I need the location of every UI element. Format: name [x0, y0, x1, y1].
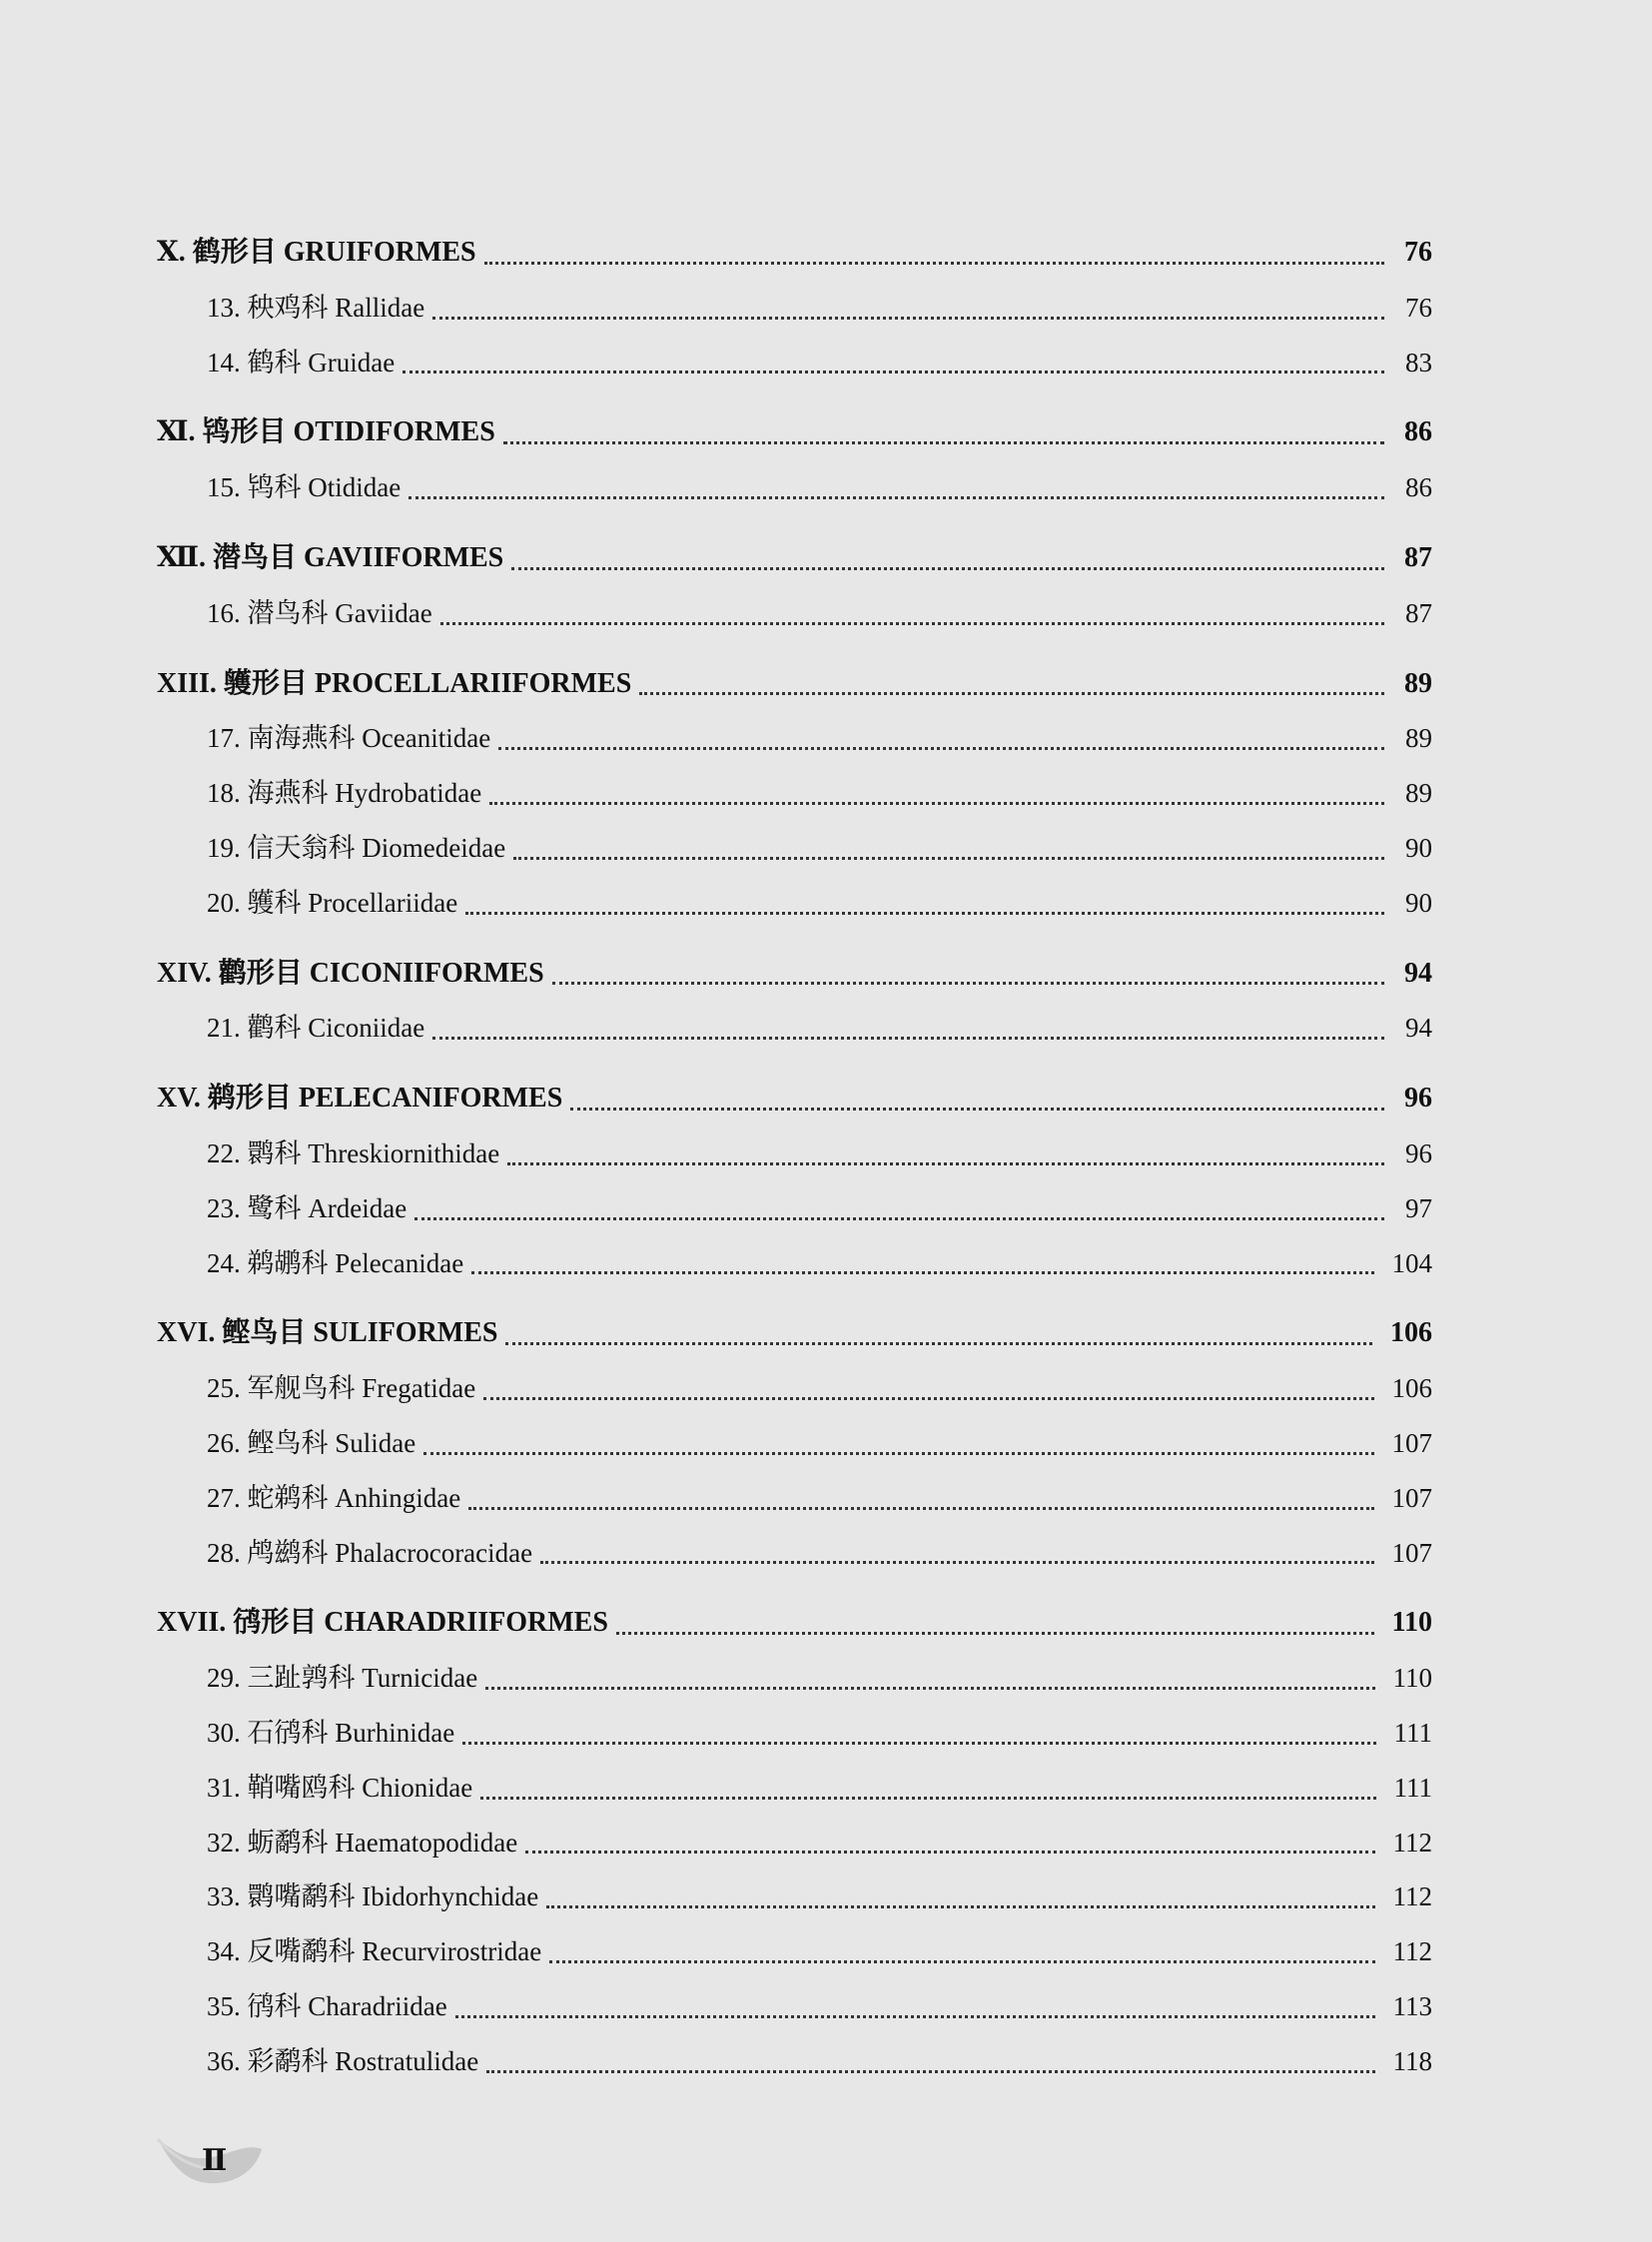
toc-family-entry[interactable]	[157, 1001, 1432, 1056]
toc-entry-label: 19. 信天翁科 Diomedeidae	[207, 832, 506, 863]
toc-page-number: 107	[1391, 1482, 1432, 1513]
toc-entry-label: XVI. 鲣鸟目 SULIFORMES	[157, 1317, 498, 1349]
toc-page-number: 94	[1404, 957, 1432, 989]
dot-leader	[468, 1507, 1373, 1510]
toc-entry-label: 20. 鹱科 Procellariidae	[207, 887, 458, 918]
toc-page-number: 94	[1405, 1013, 1432, 1044]
toc-page-number: 107	[1391, 1427, 1432, 1458]
toc-page-number: 90	[1405, 887, 1432, 918]
toc-page-number: 106	[1390, 1317, 1432, 1349]
toc-entry-label: 35. 鸻科 Charadriidae	[207, 1990, 447, 2021]
toc-page-number: 104	[1391, 1247, 1432, 1278]
toc-entry-label: 13. 秧鸡科 Rallidae	[207, 292, 425, 323]
toc-family-entry[interactable]	[157, 1526, 1432, 1581]
toc-entry-label: 21. 鹳科 Ciconiidae	[207, 1013, 425, 1044]
toc-family-entry[interactable]	[157, 1979, 1432, 2034]
dot-leader	[414, 1217, 1384, 1220]
toc-page-number: 86	[1405, 472, 1432, 503]
toc-entry-label: 28. 鸬鹚科 Phalacrocoracidae	[207, 1537, 533, 1568]
toc-page-number: 87	[1405, 597, 1432, 628]
toc-entry-label: 15. 鸨科 Otididae	[207, 472, 402, 503]
dot-leader	[471, 1271, 1373, 1274]
toc-entry-label: 16. 潜鸟科 Gaviidae	[207, 597, 432, 628]
toc-entry-label: 34. 反嘴鹬科 Recurvirostridae	[207, 1936, 542, 1967]
dot-leader	[486, 2070, 1374, 2073]
toc-entry-label: 14. 鹤科 Gruidae	[207, 347, 396, 377]
toc-page-number: 90	[1405, 832, 1432, 863]
toc-page-number: 107	[1391, 1537, 1432, 1568]
toc-page-number: 112	[1392, 1881, 1432, 1912]
dot-leader	[549, 1960, 1374, 1963]
toc-page-number: 89	[1404, 667, 1432, 699]
dot-leader	[505, 1342, 1372, 1345]
toc-family-entry[interactable]	[157, 2034, 1432, 2089]
toc-entry-label: Ⅻ. 潜鸟目 GAVIIFORMES	[157, 541, 504, 573]
dot-leader	[480, 1797, 1375, 1800]
toc-family-entry[interactable]	[157, 1236, 1432, 1291]
toc-family-entry[interactable]	[157, 586, 1432, 641]
toc-family-entry[interactable]	[157, 1761, 1432, 1816]
toc-page-number: 111	[1393, 1717, 1432, 1748]
toc-entry-label: 36. 彩鹬科 Rostratulidae	[207, 2045, 479, 2076]
dot-leader	[483, 1397, 1373, 1400]
dot-leader	[409, 496, 1384, 499]
toc-page-number: 110	[1392, 1663, 1432, 1694]
toc-family-entry[interactable]	[157, 1471, 1432, 1526]
toc-entry-label: 33. 鹮嘴鹬科 Ibidorhynchidae	[207, 1881, 539, 1912]
toc-entry-label: XIII. 鹱形目 PROCELLARIIFORMES	[157, 667, 632, 699]
dot-leader	[525, 1851, 1374, 1854]
dot-leader	[616, 1632, 1374, 1635]
toc-page-number: 86	[1404, 416, 1432, 448]
toc-entry-label: 24. 鹈鹕科 Pelecanidae	[207, 1247, 464, 1278]
dot-leader	[503, 441, 1384, 444]
toc-family-entry[interactable]	[157, 766, 1432, 821]
toc-entry-label: XVII. 鸻形目 CHARADRIIFORMES	[157, 1607, 608, 1639]
dot-leader	[484, 262, 1384, 265]
toc-entry-label: 18. 海燕科 Hydrobatidae	[207, 778, 482, 809]
toc-entry-label: 17. 南海燕科 Oceanitidae	[207, 723, 491, 754]
toc-order-entry[interactable]	[157, 226, 1432, 281]
toc-order-entry[interactable]	[157, 1306, 1432, 1361]
toc-order-entry[interactable]	[157, 1072, 1432, 1126]
toc-entry-label: Ⅺ. 鸨形目 OTIDIFORMES	[157, 416, 495, 448]
toc-page-number: 97	[1405, 1192, 1432, 1223]
toc-family-entry[interactable]	[157, 1181, 1432, 1236]
toc-page-number: 113	[1392, 1990, 1432, 2021]
toc-family-entry[interactable]	[157, 1361, 1432, 1416]
toc-order-entry[interactable]	[157, 657, 1432, 712]
toc-entry-label: 30. 石鸻科 Burhinidae	[207, 1717, 455, 1748]
toc-order-entry[interactable]	[157, 1596, 1432, 1651]
toc-entry-label: 31. 鞘嘴鸥科 Chionidae	[207, 1772, 473, 1803]
toc-order-entry[interactable]	[157, 947, 1432, 1002]
dot-leader	[570, 1108, 1384, 1111]
dot-leader	[552, 982, 1384, 985]
toc-family-entry[interactable]	[157, 876, 1432, 931]
toc-family-entry[interactable]	[157, 336, 1432, 390]
toc-family-entry[interactable]	[157, 821, 1432, 876]
toc-entry-label: XV. 鹈形目 PELECANIFORMES	[157, 1083, 563, 1115]
toc-page-number: 112	[1392, 1827, 1432, 1858]
table-of-contents	[157, 226, 1432, 2089]
toc-page-number: 76	[1404, 237, 1432, 268]
dot-leader	[639, 692, 1384, 695]
toc-page-number: 96	[1405, 1137, 1432, 1168]
toc-page-number: 96	[1404, 1083, 1432, 1115]
toc-page-number: 112	[1392, 1936, 1432, 1967]
toc-order-entry[interactable]	[157, 531, 1432, 586]
toc-page-number: 83	[1405, 347, 1432, 377]
dot-leader	[511, 567, 1384, 570]
toc-page-number: 111	[1393, 1772, 1432, 1803]
toc-entry-label: 22. 鹮科 Threskiornithidae	[207, 1137, 500, 1168]
dot-leader	[462, 1742, 1375, 1745]
toc-family-entry[interactable]	[157, 1651, 1432, 1706]
dot-leader	[455, 2015, 1375, 2018]
toc-family-entry[interactable]	[157, 1816, 1432, 1870]
toc-page-number: 110	[1391, 1607, 1432, 1639]
dot-leader	[432, 1037, 1384, 1040]
dot-leader	[403, 371, 1384, 374]
toc-family-entry[interactable]	[157, 1416, 1432, 1471]
dot-leader	[546, 1905, 1374, 1908]
toc-page-number: 106	[1391, 1373, 1432, 1404]
dot-leader	[485, 1687, 1374, 1690]
toc-family-entry[interactable]	[157, 1869, 1432, 1924]
toc-page-number: 89	[1405, 723, 1432, 754]
toc-family-entry[interactable]	[157, 711, 1432, 766]
toc-entry-label: 29. 三趾鹑科 Turnicidae	[207, 1663, 478, 1694]
toc-page-number: 118	[1392, 2045, 1432, 2076]
dot-leader	[513, 857, 1384, 860]
dot-leader	[440, 622, 1384, 625]
toc-family-entry[interactable]	[157, 281, 1432, 336]
toc-family-entry[interactable]	[157, 1126, 1432, 1181]
dot-leader	[540, 1561, 1373, 1564]
toc-entry-label: 23. 鹭科 Ardeidae	[207, 1192, 408, 1223]
dot-leader	[465, 912, 1384, 915]
page-footer	[150, 2127, 270, 2197]
dot-leader	[507, 1162, 1384, 1165]
toc-entry-label: XIV. 鹳形目 CICONIIFORMES	[157, 957, 544, 989]
toc-entry-label: 26. 鲣鸟科 Sulidae	[207, 1427, 416, 1458]
toc-page-number: 76	[1405, 292, 1432, 323]
toc-family-entry[interactable]	[157, 460, 1432, 515]
toc-entry-label: Ⅹ. 鹤形目 GRUIFORMES	[157, 237, 476, 268]
toc-entry-label: 27. 蛇鹈科 Anhingidae	[207, 1482, 461, 1513]
page-number: Ⅱ	[202, 2144, 228, 2177]
toc-page-number: 89	[1405, 778, 1432, 809]
toc-family-entry[interactable]	[157, 1706, 1432, 1761]
toc-family-entry[interactable]	[157, 1924, 1432, 1979]
dot-leader	[498, 747, 1384, 750]
dot-leader	[423, 1452, 1373, 1455]
toc-entry-label: 32. 蛎鹬科 Haematopodidae	[207, 1827, 518, 1858]
dot-leader	[432, 317, 1384, 320]
dot-leader	[489, 802, 1384, 805]
toc-entry-label: 25. 军舰鸟科 Fregatidae	[207, 1373, 476, 1404]
toc-page-number: 87	[1404, 541, 1432, 573]
toc-order-entry[interactable]	[157, 405, 1432, 460]
